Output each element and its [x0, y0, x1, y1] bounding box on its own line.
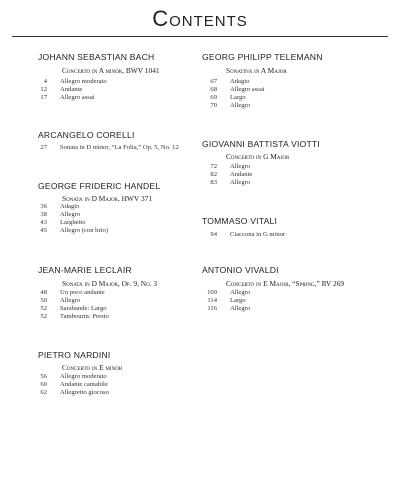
movement-title: Allegro (con brio) [60, 227, 108, 234]
page-number: 114 [207, 297, 217, 304]
page-number: 48 [40, 289, 47, 296]
page-number: 70 [210, 102, 217, 109]
toc-entry[interactable] [33, 381, 109, 389]
toc-entry[interactable] [33, 289, 109, 297]
toc-entry[interactable] [203, 289, 250, 297]
title-divider [12, 36, 388, 37]
movement-list-leclair [33, 289, 109, 321]
movement-title: Allegro [230, 179, 251, 186]
page-number: 17 [40, 94, 47, 101]
work-title-viotti: Concerto in G Major [226, 152, 290, 161]
movement-title: Allegro [230, 163, 251, 170]
movement-title: Andante [230, 171, 253, 178]
work-title-nardini: Concerto in E minor [62, 363, 123, 372]
work-title-telemann: Sonatina in A Major [226, 66, 287, 75]
page-number: 72 [210, 163, 217, 170]
toc-entry[interactable] [203, 297, 250, 305]
movement-title: Allegro moderato [60, 78, 107, 85]
movement-title: Allegro [230, 102, 251, 109]
movement-title: Larghetto [60, 219, 86, 226]
movement-title: Allegro assai [60, 94, 95, 101]
page-number: 67 [210, 78, 217, 85]
page-number: 38 [40, 211, 47, 218]
toc-entry[interactable] [33, 389, 109, 397]
movement-title: Largo [230, 297, 246, 304]
toc-entry[interactable] [203, 94, 265, 102]
movement-list-bach [33, 78, 107, 102]
work-title-bach: Concerto in A minor, BWV 1041 [62, 66, 160, 75]
composer-heading-handel: GEORGE FRIDERIC HANDEL [38, 181, 161, 191]
movement-title: Andante [60, 86, 83, 93]
work-title-corelli: Sonata in D minor, “La Folia,” Op. 5, No. 12 [60, 144, 179, 151]
composer-heading-vitali: TOMMASO VITALI [202, 216, 278, 226]
toc-entry[interactable] [203, 171, 252, 179]
movement-title: Allegretto giocoso [60, 389, 109, 396]
page-number: 4 [43, 78, 47, 85]
movement-list-viotti [203, 163, 252, 187]
movement-title: Allegro assai [230, 86, 265, 93]
page-title: Contents [152, 6, 248, 31]
page-number: 56 [40, 373, 47, 380]
page-number: 68 [210, 86, 217, 93]
movement-title: Allegro moderato [60, 373, 107, 380]
toc-entry[interactable] [203, 179, 252, 187]
movement-title: Un poco andante [60, 289, 105, 296]
toc-entry[interactable] [33, 227, 108, 235]
movement-list-nardini [33, 373, 109, 397]
composer-heading-telemann: GEORG PHILIPP TELEMANN [202, 52, 323, 62]
work-title-leclair: Sonata in D Major, Op. 9, No. 3 [62, 279, 158, 288]
toc-entry[interactable] [33, 144, 179, 151]
movement-list-vivaldi [203, 289, 250, 313]
page-number: 69 [210, 94, 217, 101]
toc-entry[interactable] [33, 297, 109, 305]
page-number: 62 [40, 389, 47, 396]
page-number: 82 [210, 171, 217, 178]
toc-entry[interactable] [203, 78, 265, 86]
movement-title: Largo [230, 94, 246, 101]
page-number: 50 [40, 297, 47, 304]
toc-entry[interactable] [203, 102, 265, 110]
composer-heading-vivaldi: ANTONIO VIVALDI [202, 265, 279, 275]
toc-entry[interactable] [203, 86, 265, 94]
page-number: 83 [210, 179, 217, 186]
page-number: 52 [40, 305, 47, 312]
toc-entry[interactable] [33, 78, 107, 86]
toc-entry[interactable] [33, 86, 107, 94]
movement-title: Allegro [60, 211, 81, 218]
toc-entry[interactable] [203, 163, 252, 171]
toc-entry[interactable] [33, 219, 108, 227]
composer-heading-leclair: JEAN-MARIE LECLAIR [38, 265, 132, 275]
work-title-handel: Sonata in D Major, HWV 371 [62, 194, 153, 203]
toc-entry[interactable] [33, 305, 109, 313]
toc-entry[interactable] [203, 231, 285, 238]
toc-entry[interactable] [203, 305, 250, 313]
toc-entry[interactable] [33, 203, 108, 211]
composer-heading-nardini: PIETRO NARDINI [38, 350, 111, 360]
movement-title: Allegro [230, 305, 251, 312]
movement-title: Tambourin: Presto [60, 313, 109, 320]
page-number: 116 [207, 305, 217, 312]
page-number: 94 [210, 231, 217, 238]
movement-title: Allegro [60, 297, 81, 304]
toc-entry[interactable] [33, 94, 107, 102]
page-number: 52 [40, 313, 47, 320]
movement-title: Adagio [230, 78, 250, 85]
page-number: 109 [207, 289, 217, 296]
movement-list-handel [33, 203, 108, 235]
toc-entry[interactable] [33, 373, 109, 381]
page-number: 60 [40, 381, 47, 388]
page-number: 45 [40, 227, 47, 234]
movement-title: Sarabande: Largo [60, 305, 107, 312]
movement-list-telemann [203, 78, 265, 110]
page-number: 27 [40, 144, 47, 151]
composer-heading-corelli: ARCANGELO CORELLI [38, 130, 135, 140]
toc-entry[interactable] [33, 313, 109, 321]
work-title-vivaldi: Concerto in E Major, “Spring,” RV 269 [226, 279, 345, 288]
movement-title: Allegro [230, 289, 251, 296]
composer-heading-bach: JOHANN SEBASTIAN BACH [38, 52, 155, 62]
work-title-vitali: Ciaccona in G minor [230, 231, 286, 238]
composer-heading-viotti: GIOVANNI BATTISTA VIOTTI [202, 139, 320, 149]
movement-title: Andante cantabile [60, 381, 108, 388]
page-number: 43 [40, 219, 47, 226]
movement-title: Adagio [60, 203, 80, 210]
toc-entry[interactable] [33, 211, 108, 219]
page-number: 12 [40, 86, 47, 93]
page-number: 36 [40, 203, 47, 210]
